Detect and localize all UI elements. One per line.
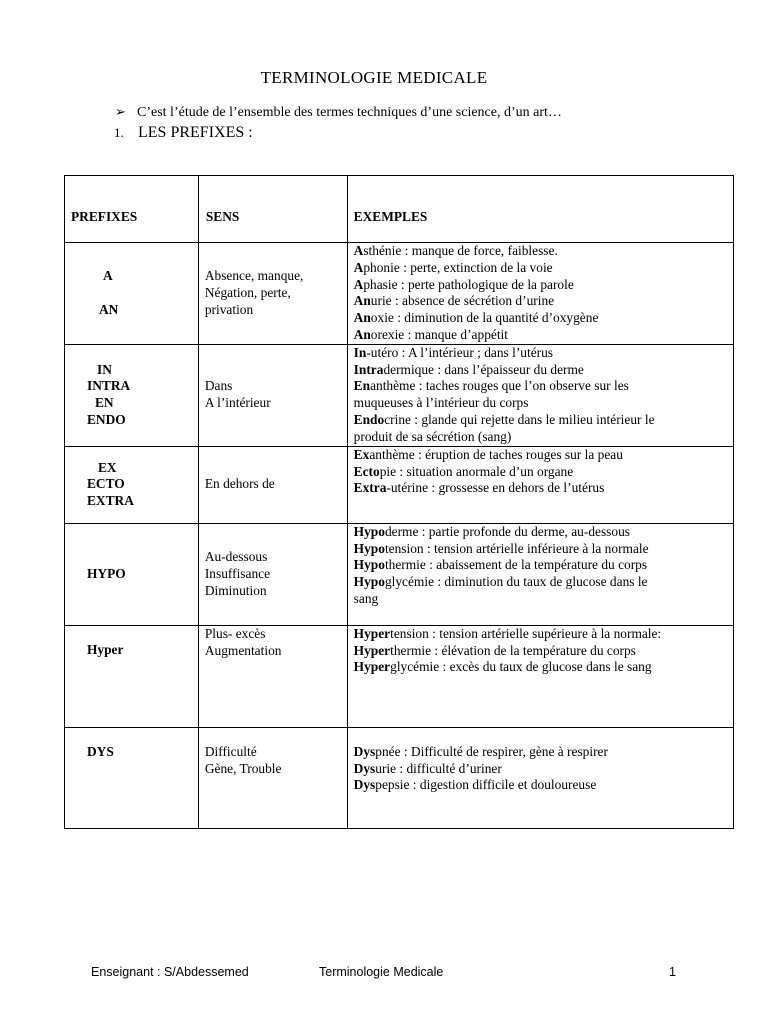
table-row xyxy=(65,523,734,625)
sens-line: Dans xyxy=(204,378,233,394)
sens-cell xyxy=(198,625,347,727)
example-prefix: A xyxy=(353,259,364,275)
example-prefix: A xyxy=(353,276,364,292)
prefix-term: ENDO xyxy=(87,412,126,428)
sens-cell xyxy=(198,727,347,828)
example-line xyxy=(354,447,727,464)
example-line xyxy=(354,643,727,660)
example-prefix: Dys xyxy=(353,760,376,776)
sens-line: Gène, Trouble xyxy=(204,760,282,776)
footer-teacher: Enseignant : S/Abdessemed xyxy=(91,965,249,979)
example-rest: derme : partie profonde du derme, au-dessous xyxy=(384,523,630,539)
example-prefix: Hypo xyxy=(353,523,385,539)
arrow-bullet-icon: ➢ xyxy=(115,104,126,119)
example-prefix: An xyxy=(353,310,371,326)
example-prefix: Dys xyxy=(353,777,376,793)
example-line xyxy=(354,310,727,327)
footer-course: Terminologie Medicale xyxy=(319,965,444,979)
example-line xyxy=(354,345,727,362)
example-rest: -utéro : A l’intérieur ; dans l’utérus xyxy=(366,344,554,360)
example-rest: oxie : diminution de la quantité d’oxygène xyxy=(370,310,599,326)
prefix-term: EX xyxy=(98,459,117,475)
table-row xyxy=(65,727,734,828)
sens-line: Difficulté xyxy=(204,743,257,759)
sens-line: Plus- excès xyxy=(204,625,266,641)
section-title: LES PREFIXES : xyxy=(138,124,253,141)
example-rest: glycémie : excès du taux de glucose dans le sang xyxy=(390,659,652,675)
footer-page-number: 1 xyxy=(669,965,676,979)
example-rest: glycémie : diminution du taux de glucose dans le xyxy=(384,574,648,590)
sens-line: A l’intérieur xyxy=(204,395,271,411)
example-prefix: Extra xyxy=(353,480,387,496)
header-exemples: EXEMPLES xyxy=(347,176,733,243)
example-rest: orexie : manque d’appétit xyxy=(370,326,508,342)
example-line xyxy=(354,412,727,429)
table-body xyxy=(65,243,734,829)
example-rest: phasie : perte pathologique de la parole xyxy=(363,276,574,292)
prefix-term xyxy=(71,285,198,302)
example-prefix: Hypo xyxy=(353,540,385,556)
example-rest: pnée : Difficulté de respirer, gène à respirer xyxy=(375,743,608,759)
example-rest: thermie : élévation de la température du corps xyxy=(390,642,636,658)
example-prefix: Hypo xyxy=(353,557,385,573)
example-prefix: Dys xyxy=(353,743,376,759)
example-rest: thermie : abaissement de la température du corps xyxy=(384,557,648,573)
prefix-term: DYS xyxy=(87,743,114,759)
example-prefix: An xyxy=(353,326,371,342)
example-line xyxy=(354,557,727,574)
example-prefix: Intra xyxy=(353,361,384,377)
intro-line xyxy=(115,104,562,121)
example-rest: sang xyxy=(353,590,379,606)
examples-cell xyxy=(347,446,733,523)
example-rest: tension : tension artérielle supérieure à la normale: xyxy=(390,625,662,641)
example-prefix: A xyxy=(353,243,364,258)
sens-line: Absence, manque, xyxy=(204,268,304,284)
page-footer xyxy=(0,965,768,981)
prefix-term: IN xyxy=(97,361,112,377)
example-prefix: An xyxy=(353,293,371,309)
table-header-row xyxy=(65,176,734,243)
example-prefix: Endo xyxy=(353,411,385,427)
example-prefix: Hypo xyxy=(353,574,385,590)
example-line xyxy=(354,464,727,481)
prefix-cell xyxy=(65,243,199,345)
example-prefix: Hyper xyxy=(353,659,391,675)
example-rest: -utérine : grossesse en dehors de l’utérus xyxy=(386,480,605,496)
sens-line: Diminution xyxy=(204,582,267,598)
example-rest: urie : difficulté d’uriner xyxy=(375,760,502,776)
sens-line: Insuffisance xyxy=(204,565,271,581)
example-line xyxy=(354,744,727,761)
intro-text: C’est l’étude de l’ensemble des termes techniques d’une science, d’un art… xyxy=(137,105,562,120)
example-prefix: Hyper xyxy=(353,642,391,658)
prefix-cell xyxy=(65,446,199,523)
example-rest: urie : absence de sécrétion d’urine xyxy=(370,293,555,309)
sens-cell xyxy=(198,243,347,345)
example-line xyxy=(354,777,727,794)
example-line xyxy=(354,395,727,412)
sens-line: Au-dessous xyxy=(204,549,268,565)
sens-line: Négation, perte, xyxy=(204,284,291,300)
example-line xyxy=(354,293,727,310)
example-line xyxy=(354,574,727,591)
examples-cell xyxy=(347,727,733,828)
example-line xyxy=(354,327,727,344)
section-number: 1. xyxy=(114,125,124,140)
sens-cell xyxy=(198,446,347,523)
example-line xyxy=(354,524,727,541)
prefix-term: ECTO xyxy=(87,476,125,492)
example-rest: pepsie : digestion difficile et douloureuse xyxy=(375,777,597,793)
table-row xyxy=(65,243,734,345)
example-rest: anthème : taches rouges que l’on observe sur les xyxy=(370,378,629,394)
examples-cell xyxy=(347,523,733,625)
prefix-term: AN xyxy=(99,301,119,317)
prefix-term: EXTRA xyxy=(87,493,134,509)
prefix-term: Hyper xyxy=(87,641,124,657)
table-row xyxy=(65,446,734,523)
example-rest: pie : situation anormale d’un organe xyxy=(379,463,574,479)
document-title: TERMINOLOGIE MEDICALE xyxy=(260,68,488,87)
sens-cell xyxy=(198,523,347,625)
example-rest: produit de sa sécrétion (sang) xyxy=(353,428,512,444)
sens-line: Augmentation xyxy=(204,642,282,658)
example-rest: crine : glande qui rejette dans le milieu intérieur le xyxy=(384,411,655,427)
prefix-term: EN xyxy=(95,395,114,411)
example-prefix: Ecto xyxy=(353,463,380,479)
examples-cell xyxy=(347,344,733,446)
example-line xyxy=(354,659,727,676)
examples-cell xyxy=(347,243,733,345)
prefix-cell xyxy=(65,625,199,727)
example-rest: tension : tension artérielle inférieure à la normale xyxy=(384,540,649,556)
example-line xyxy=(354,541,727,558)
section-heading xyxy=(114,124,253,142)
example-line xyxy=(354,277,727,294)
table-row xyxy=(65,625,734,727)
example-line xyxy=(354,761,727,778)
example-line xyxy=(354,626,727,643)
prefix-cell xyxy=(65,344,199,446)
prefix-cell xyxy=(65,523,199,625)
example-rest: anthème : éruption de taches rouges sur la peau xyxy=(369,446,623,462)
examples-cell xyxy=(347,625,733,727)
prefix-term: A xyxy=(103,268,113,284)
example-rest: muqueuses à l’intérieur du corps xyxy=(353,395,529,411)
sens-line: En dehors de xyxy=(204,476,275,492)
example-line xyxy=(354,429,727,446)
sens-line: privation xyxy=(204,301,254,317)
prefix-term: INTRA xyxy=(87,378,131,394)
example-line xyxy=(354,378,727,395)
example-line xyxy=(354,362,727,379)
example-rest: phonie : perte, extinction de la voie xyxy=(363,259,553,275)
sens-cell xyxy=(198,344,347,446)
example-line xyxy=(354,243,727,260)
example-prefix: Hyper xyxy=(353,625,391,641)
prefix-term: HYPO xyxy=(87,565,126,581)
prefix-table xyxy=(64,175,734,829)
example-line xyxy=(354,480,727,497)
example-rest: dermique : dans l’épaisseur du derme xyxy=(383,361,584,377)
header-prefixes: PREFIXES xyxy=(65,176,199,243)
example-line xyxy=(354,591,727,608)
example-line xyxy=(354,260,727,277)
header-sens: SENS xyxy=(198,176,347,243)
prefix-cell xyxy=(65,727,199,828)
example-rest: sthénie : manque de force, faiblesse. xyxy=(363,243,558,258)
table-row xyxy=(65,344,734,446)
example-prefix: En xyxy=(353,378,371,394)
example-prefix: Ex xyxy=(353,446,370,462)
example-prefix: In xyxy=(353,344,367,360)
